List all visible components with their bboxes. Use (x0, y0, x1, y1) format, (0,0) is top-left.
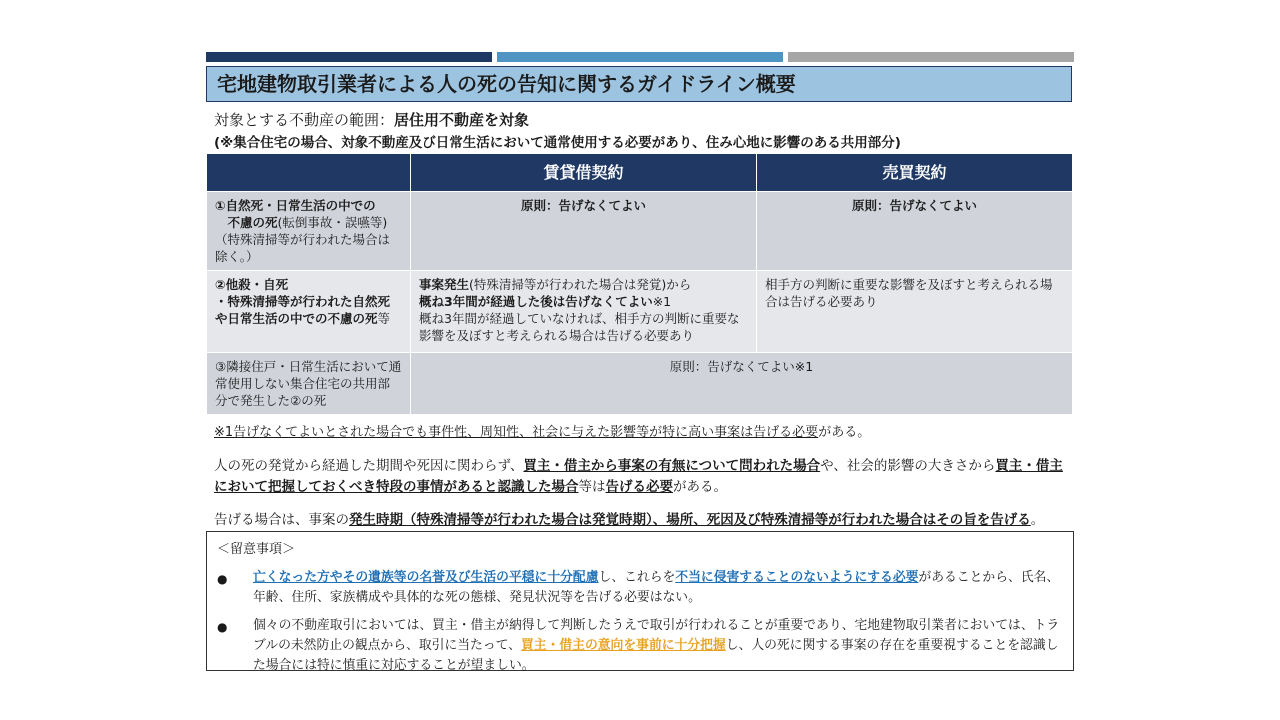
row2-sale: 相手方の判断に重要な影響を及ぼすと考えられる場合は告げる必要あり (757, 271, 1073, 353)
note1-a: 亡くなった方やその遺族等の名誉及び生活の平穏に十分配慮 (253, 570, 599, 585)
paragraph-inquiry (214, 456, 1074, 498)
table-row (207, 271, 1073, 353)
para2-c: 。 (1030, 512, 1045, 528)
footnote-b: 告げる必要 (753, 425, 819, 440)
header-sale: 売買契約 (757, 154, 1073, 192)
para1-a: 人の死の発覚から経過した期間や死因に関わらず、 (214, 458, 524, 474)
row2-category (207, 271, 411, 353)
bullet-icon: ● (217, 572, 228, 586)
page-title: 宅地建物取引業者による人の死の告知に関するガイドライン概要 (206, 66, 1072, 102)
row2-rental-normal3: 概ね3年間が経過していなければ、相手方の判断に重要な影響を及ぼすと考えられる場合は告げる必要あり (419, 311, 740, 343)
header-rental: 賃貸借契約 (411, 154, 757, 192)
row1-sale: 原則：告げなくてよい (757, 192, 1073, 271)
row1-category (207, 192, 411, 271)
note2-a: 個々の不動産取引においては、買主・借主が納得して判断したうえで取引が行われることが重要であり、宅地建物取引業者においては、トラブルの未然防止の観点から、取引に当たって、 (253, 618, 1060, 653)
notes-title: ＜留意事項＞ (217, 542, 296, 557)
para2-a: 告げる場合は、事案の (214, 512, 349, 528)
header-blank (207, 154, 411, 192)
row2-rental-bold2: 概ね3年間が経過した後は告げなくてよい (419, 294, 653, 309)
para1-c: や、社会的影響の大きさから (820, 458, 996, 474)
para2-b: 発生時期（特殊清掃等が行われた場合は発覚時期）、場所、死因及び特殊清掃等が行われた場合はその旨を告げる (349, 512, 1031, 528)
footnote-c: がある。 (818, 425, 871, 440)
scope-bold: 居住用不動産を対象 (394, 111, 530, 129)
note-item-2 (253, 616, 1065, 676)
footnote (214, 421, 870, 440)
notes-box (206, 531, 1074, 671)
note2-b: 買主・借主の意向を事前に十分把握 (520, 638, 726, 653)
note2-c: し、人の死に関する事案の存在を重要視することを認識した場合には特に慎重に対応することが望ましい。 (253, 638, 1059, 673)
paragraph-disclosure (214, 508, 1044, 528)
row2-rental-bold1: 事案発生 (419, 277, 470, 292)
para1-f: 告げる必要 (605, 479, 673, 495)
note-item-1 (253, 568, 1065, 608)
note1-d: があることから、氏名、年齢、住所、家族構成や具体的な死の態様、発見状況等を告げる必要はない。 (253, 570, 1060, 605)
bullet-icon: ● (217, 620, 228, 634)
row2-rental-normal2: ※1 (652, 294, 672, 309)
row3-merged: 原則：告げなくてよい※1 (411, 353, 1073, 415)
row2-category-bold: ②他殺・自死 ・特殊清掃等が行われた自然死や日常生活の中での不慮の死 (215, 277, 391, 326)
top-bar-blue (497, 52, 783, 62)
table-row (207, 353, 1073, 415)
row2-rental (411, 271, 757, 353)
para1-e: 等は (578, 479, 606, 495)
row2-category-normal: 等 (377, 311, 391, 326)
footnote-a: ※1告げなくてよいとされた場合でも事件性、周知性、社会に与えた影響等が特に高い事案は (214, 425, 754, 440)
para1-d: 買主・借主において把握しておくべき特段の事情があると認識した場合 (214, 458, 1063, 495)
para1-g: がある。 (673, 479, 727, 495)
row1-rental: 原則：告げなくてよい (411, 192, 757, 271)
row1-category-normal: (転倒事故・誤嚥等) （特殊清掃等が行われた場合は除く。） (215, 215, 391, 264)
note1-b: し、これらを (598, 570, 676, 585)
scope-line (214, 110, 529, 130)
scope-prefix: 対象とする不動産の範囲： (214, 111, 395, 129)
top-bar-gray (788, 52, 1074, 62)
row1-category-bold: ①自然死・日常生活の中での 不慮の死 (215, 198, 376, 230)
row3-category: ③隣接住戸・日常生活において通常使用しない集合住宅の共用部分で発生した②の死 (207, 353, 411, 415)
scope-note: (※集合住宅の場合、対象不動産及び日常生活において通常使用する必要があり、住み心地に影響のある共用部分) (214, 135, 901, 151)
para1-b: 買主・借主から事案の有無について問われた場合 (523, 458, 821, 474)
table-header-row (207, 154, 1073, 192)
note1-c: 不当に侵害することのないようにする必要 (675, 570, 919, 585)
top-bar-navy (206, 52, 492, 62)
row2-rental-normal1: (特殊清掃等が行われた場合は発覚)から (469, 277, 692, 292)
guideline-table (206, 153, 1073, 415)
table-row (207, 192, 1073, 271)
